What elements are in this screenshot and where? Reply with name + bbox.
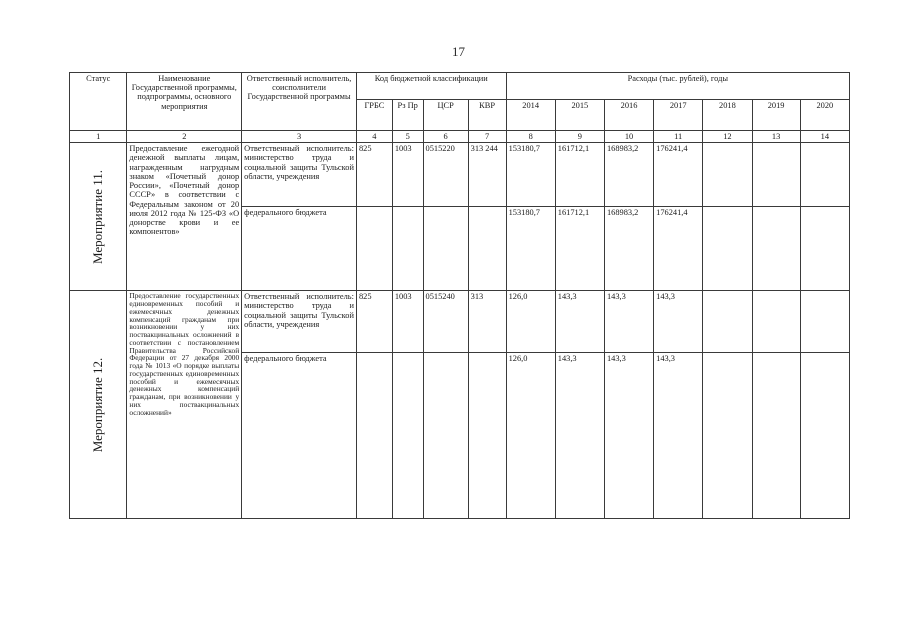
- kvr-cell: [468, 207, 506, 291]
- grbs-cell: [356, 353, 392, 519]
- column-number: 5: [392, 131, 423, 143]
- column-number: 6: [423, 131, 468, 143]
- csr-cell: 0515240: [423, 291, 468, 353]
- kvr-cell: 313 244: [468, 143, 506, 207]
- csr-cell: 0515220: [423, 143, 468, 207]
- executor-cell: Ответственный исполнитель: министерство труда и социальной защиты Тульской области, учреждения: [242, 291, 357, 353]
- column-number: 8: [506, 131, 555, 143]
- status-cell: [70, 143, 127, 291]
- measure-name: Предоставление ежегодной денежной выплаты лицам, награжденным нагрудным знаком «Почетный донор России», «Почетный донор СССР» в соответствии с Федеральным законом от 20 июля 2012 года № 125-ФЗ «О донорстве крови и ее компонентов»: [127, 143, 242, 291]
- page-number: 17: [452, 44, 465, 59]
- header-executor: Ответственный исполнитель, соисполнители Государственной программы: [242, 73, 357, 131]
- value-cell: 143,3: [555, 353, 604, 519]
- budget-table: [69, 72, 850, 519]
- value-cell: [703, 207, 752, 291]
- header-year: 2018: [703, 100, 752, 131]
- csr-cell: [423, 353, 468, 519]
- header-year: 2020: [800, 100, 849, 131]
- header-year: 2014: [506, 100, 555, 131]
- value-cell: 176241,4: [654, 207, 703, 291]
- value-cell: [752, 353, 800, 519]
- value-cell: 153180,7: [506, 207, 555, 291]
- value-cell: 168983,2: [604, 207, 653, 291]
- table-row: [70, 143, 850, 207]
- value-cell: [752, 143, 800, 207]
- value-cell: 143,3: [555, 291, 604, 353]
- status-label: Мероприятие 12.: [90, 357, 106, 452]
- kvr-cell: [468, 353, 506, 519]
- value-cell: [752, 291, 800, 353]
- value-cell: 143,3: [604, 353, 653, 519]
- value-cell: [800, 143, 849, 207]
- source-cell: федерального бюджета: [242, 353, 357, 519]
- grbs-cell: 825: [356, 143, 392, 207]
- value-cell: 168983,2: [604, 143, 653, 207]
- rzpr-cell: 1003: [392, 143, 423, 207]
- column-number: 11: [654, 131, 703, 143]
- header-grbs: ГРБС: [356, 100, 392, 131]
- value-cell: 161712,1: [555, 143, 604, 207]
- column-number: 3: [242, 131, 357, 143]
- value-cell: [703, 353, 752, 519]
- column-number: 13: [752, 131, 800, 143]
- rzpr-cell: [392, 207, 423, 291]
- column-number-row: [70, 131, 850, 143]
- value-cell: 143,3: [654, 291, 703, 353]
- grbs-cell: 825: [356, 291, 392, 353]
- column-number: 7: [468, 131, 506, 143]
- header-year: 2015: [555, 100, 604, 131]
- value-cell: 153180,7: [506, 143, 555, 207]
- csr-cell: [423, 207, 468, 291]
- value-cell: [703, 291, 752, 353]
- header-kbk: Код бюджетной классификации: [356, 73, 506, 100]
- header-csr: ЦСР: [423, 100, 468, 131]
- value-cell: 161712,1: [555, 207, 604, 291]
- value-cell: 143,3: [604, 291, 653, 353]
- column-number: 1: [70, 131, 127, 143]
- column-number: 4: [356, 131, 392, 143]
- grbs-cell: [356, 207, 392, 291]
- status-cell: [70, 291, 127, 519]
- value-cell: [800, 207, 849, 291]
- header-name: Наименование Государственной программы, подпрограммы, основного мероприятия: [127, 73, 242, 131]
- value-cell: [800, 291, 849, 353]
- rzpr-cell: 1003: [392, 291, 423, 353]
- column-number: 2: [127, 131, 242, 143]
- header-year: 2016: [604, 100, 653, 131]
- header-status: Статус: [70, 73, 127, 131]
- header-year: 2019: [752, 100, 800, 131]
- executor-cell: Ответственный исполнитель: министерство труда и социальной защиты Тульской области, учреждения: [242, 143, 357, 207]
- kvr-cell: 313: [468, 291, 506, 353]
- table-row: [70, 291, 850, 353]
- status-label: Мероприятие 11.: [90, 169, 106, 264]
- source-cell: федерального бюджета: [242, 207, 357, 291]
- column-number: 10: [604, 131, 653, 143]
- header-expenses: Расходы (тыс. рублей), годы: [506, 73, 849, 100]
- value-cell: 126,0: [506, 353, 555, 519]
- value-cell: 143,3: [654, 353, 703, 519]
- value-cell: 126,0: [506, 291, 555, 353]
- measure-name: Предоставление государственных единовременных пособий и ежемесячных денежных компенсаций гражданам при возникновении у них поствакцинальных осложнений в соответствии с постановлением Правительства Российской Федерации от 27 декабря 2000 года № 1013 «О порядке выплаты государственных единовременных пособий и ежемесячных денежных компенсаций гражданам, при возникновении у них поствакцинальных осложнений»: [127, 291, 242, 519]
- header-row-1: [70, 73, 850, 100]
- header-year: 2017: [654, 100, 703, 131]
- rzpr-cell: [392, 353, 423, 519]
- value-cell: [800, 353, 849, 519]
- value-cell: [703, 143, 752, 207]
- column-number: 9: [555, 131, 604, 143]
- value-cell: 176241,4: [654, 143, 703, 207]
- value-cell: [752, 207, 800, 291]
- column-number: 14: [800, 131, 849, 143]
- column-number: 12: [703, 131, 752, 143]
- header-kvr: КВР: [468, 100, 506, 131]
- header-rzpr: Рз Пр: [392, 100, 423, 131]
